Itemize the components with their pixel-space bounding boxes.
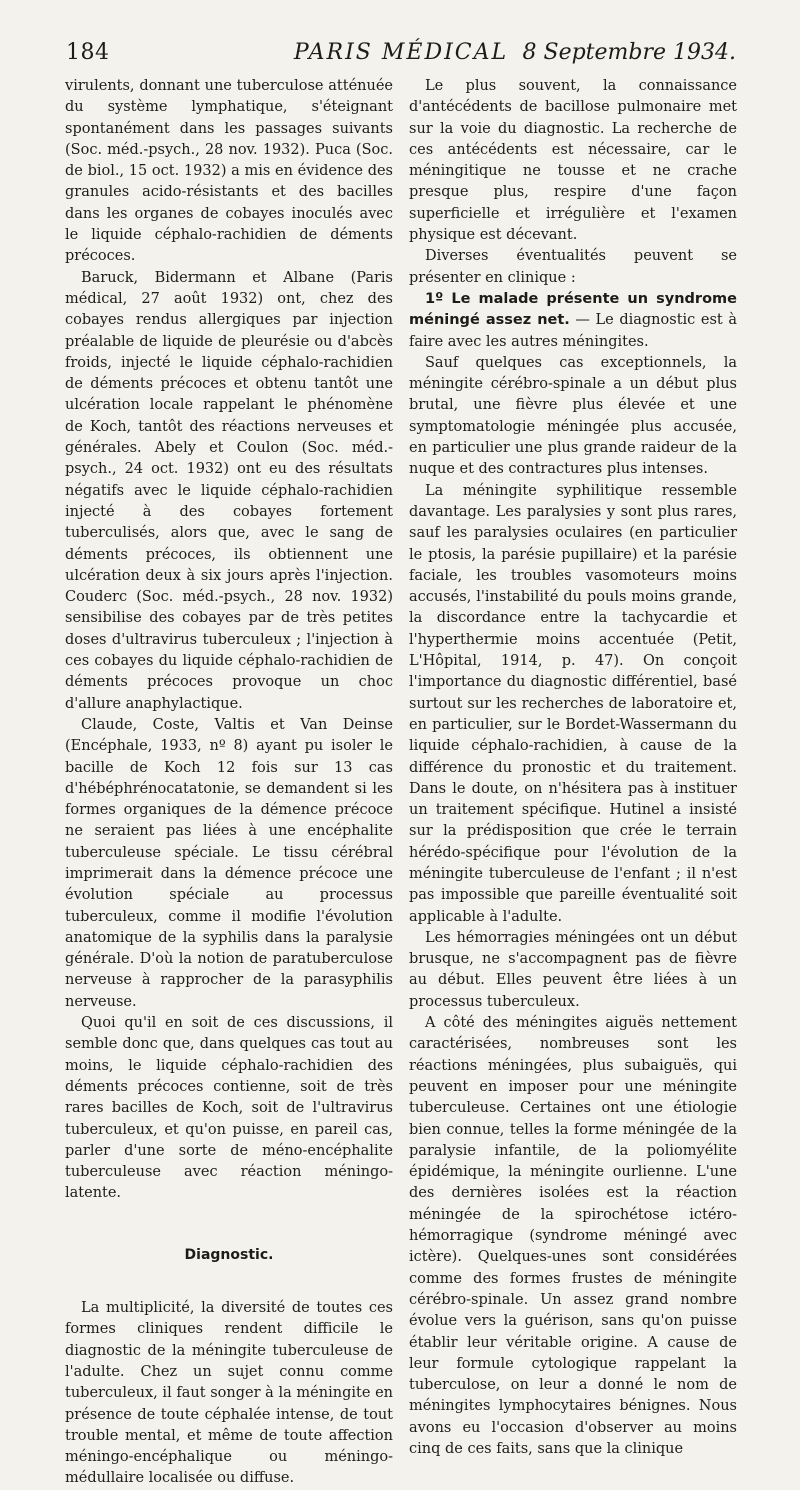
paragraph: La multiplicité, la diversité de toutes ces formes cliniques rendent difficile le diagnostic de la méningite tuberculeuse de l'adulte. Chez un sujet connu comme tuberculeux, il faut songer à la méningite en présence de toute céphalée intense, de tout trouble mental, et même de toute affection méningo-encéphalique ou méningo-médullaire localisée ou diffuse. <box>65 1300 393 1487</box>
paragraph: Diverses éventualités peuvent se présenter en clinique : <box>409 248 737 286</box>
paragraph: Quoi qu'il en soit de ces discussions, il semble donc que, dans quelques cas tout au moins, le liquide céphalo-rachidien des déments précoces contienne, soit de très rares bacilles de Koch, soit de l'ultravirus tuberculeux, et qu'on puisse, en pareil cas, parler d'une sorte de méno-encéphalite tuberculeuse avec réaction méningo-latente. <box>65 1015 393 1202</box>
left-column <box>65 76 393 1487</box>
paragraph: virulents, donnant une tuberculose atténuée du système lymphatique, s'éteignant spontanément dans les passages suivants (Soc. méd.-psych., 28 nov. 1932). Puca (Soc. de biol., 15 oct. 1932) a mis en évidence des granules acido-résistants et des bacilles dans les organes de cobayes inoculés avec le liquide céphalo-rachidien de déments précoces. <box>65 78 393 265</box>
numbered-paragraph <box>409 289 737 353</box>
paragraph: La méningite syphilitique ressemble davantage. Les paralysies y sont plus rares, sauf les paralysies oculaires (en particulier le ptosis, la parésie pupillaire) et la parésie faciale, les troubles vasomoteurs moins accusés, l'instabilité du pouls moins grande, la discordance entre la tachycardie et l'hyperthermie moins accentuée (Petit, L'Hôpital, 1914, p. 47). On conçoit l'importance du diagnostic différentiel, basé surtout sur les recherches de laboratoire et, en particulier, sur le Bordet-Wassermann du liquide céphalo-rachidien, à cause de la différence du pronostic et du traitement. Dans le doute, on n'hésitera pas à instituer un traitement spécifique. Hutinel a insisté sur la prédisposition que crée le terrain hérédo-spécifique pour l'évolution de la méningite tuberculeuse de l'enfant ; il n'est pas impossible que pareille éventualité soit applicable à l'adulte. <box>409 482 737 925</box>
page-number: 184 <box>66 40 110 65</box>
running-header <box>66 40 736 74</box>
paragraph: Claude, Coste, Valtis et Van Deinse (Encéphale, 1933, nº 8) ayant pu isoler le bacille de Koch 12 fois sur 13 cas d'hébéphrénocatatonie, se demandent si les formes organiques de la démence précoce ne seraient pas liées à une encéphalite tuberculeuse spéciale. Le tissu cérébral imprimerait dans la démence précoce une évolution spéciale au processus tuberculeux, comme il modifie l'évolution anatomique de la syphilis dans la paralysie générale. D'où la notion de paratuberculose nerveuse à rapprocher de la parasyphilis nerveuse. <box>65 716 393 1010</box>
journal-title: PARIS MÉDICAL <box>293 40 509 65</box>
paragraph: Les hémorragies méningées ont un début brusque, ne s'accompagnent pas de fièvre au début. Elles peuvent être liées à un processus tuberculeux. <box>409 929 737 1010</box>
paragraph: Sauf quelques cas exceptionnels, la méningite cérébro-spinale a un début plus brutal, une fièvre plus élevée et une symptomatologie méningée plus accusée, en particulier une plus grande raideur de la nuque et des contractures plus intenses. <box>409 354 737 478</box>
section-heading: Diagnostic. <box>184 1246 274 1263</box>
numbered-lead: 1º Le malade présente un syndrome méningé assez net. <box>409 290 737 329</box>
issue-date: 8 Septembre 1934. <box>522 40 736 65</box>
paragraph: A côté des méningites aiguës nettement caractérisées, nombreuses sont les réactions méningées, plus subaiguës, qui peuvent en imposer pour une méningite tuberculeuse. Certaines ont une étiologie bien connue, telles la forme méningée de la paralysie infantile, de la poliomyélite épidémique, la méningite ourlienne. L'une des dernières isolées est la réaction méningée de la spirochétose ictéro-hémorragique (syndrome méningé avec ictère). Quelques-unes sont considérées comme des formes frustes de méningite cérébro-spinale. Un assez grand nombre évolue vers la guérison, sans qu'on puisse établir leur véritable origine. A cause de leur formule cytologique rappelant la tuberculose, on leur a donné le nom de méningites lymphocytaires bénignes. Nous avons eu l'occasion d'observer au moins cinq de ces faits, sans que la clinique <box>409 1015 737 1457</box>
numbered-rest: — Le diagnostic est à faire avec les autres méningites. <box>409 312 737 350</box>
paragraph: Baruck, Bidermann et Albane (Paris médical, 27 août 1932) ont, chez des cobayes rendus allergiques par injection préalable de liquide de pleurésie ou d'abcès froids, injecté le liquide céphalo-rachidien de déments précoces et obtenu tantôt une ulcération locale rappelant le phénomène de Koch, tantôt des réactions nerveuses et générales. Abely et Coulon (Soc. méd.-psych., 24 oct. 1932) ont eu des résultats négatifs avec le liquide céphalo-rachidien injecté à des cobayes fortement tuberculisés, alors que, avec le sang de déments précoces, ils obtiennent une ulcération deux à six jours après l'injection. Couderc (Soc. méd.-psych., 28 nov. 1932) sensibilise des cobayes par de très petites doses d'ultravirus tuberculeux ; l'injection à ces cobayes du liquide céphalo-rachidien de déments précoces provoque un choc d'allure anaphylactique. <box>65 269 393 712</box>
right-column <box>409 76 737 1457</box>
paragraph: Le plus souvent, la connaissance d'antécédents de bacillose pulmonaire met sur la voie du diagnostic. La recherche de ces antécédents est nécessaire, car le méningitique ne tousse et ne crache presque plus, respire d'une façon superficielle et irrégulière et l'examen physique est décevant. <box>409 78 737 244</box>
